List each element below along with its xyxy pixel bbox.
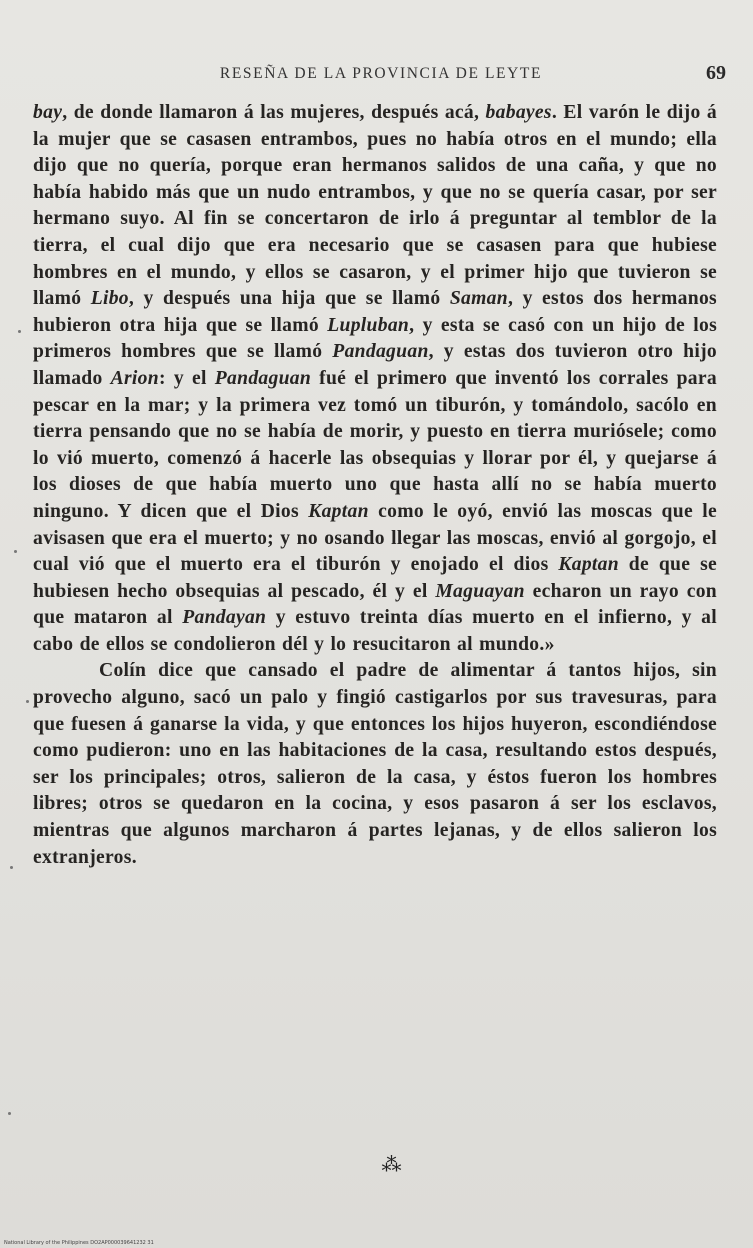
page-number: 69: [706, 62, 726, 84]
body-text: [33, 100, 717, 871]
italic-term: Lupluban: [327, 314, 410, 336]
print-speck: [26, 700, 29, 703]
italic-term: Pandaguan: [332, 341, 429, 363]
italic-term: Arion: [110, 367, 159, 389]
text-run: y estuvo treinta días muerto en el infierno, y al cabo de ellos se condolieron dél y lo resucitaron al mundo.»: [33, 607, 718, 655]
text-run: , y estas dos tuvieron otro hijo llamado: [33, 341, 717, 389]
text-run: echaron un rayo con que mataron al: [33, 580, 717, 629]
print-speck: [10, 866, 13, 869]
italic-term: Pandaguan: [214, 367, 312, 389]
running-header: [36, 62, 726, 90]
text-run: como le oyó, envió las moscas que le avisasen que era el muerto; y no osando llegar las moscas, envió al gorgojo, el cual vió que el muerto era el tiburón y enojado el dios: [33, 500, 717, 576]
ornament-asterism: ⁂: [381, 1152, 399, 1176]
italic-term: Saman: [449, 288, 508, 310]
italic-term: bay: [33, 102, 63, 123]
paragraph-2: Colín dice que cansado el padre de alimentar á tantos hijos, sin provecho alguno, sacó un palo y fingió castigarlos por sus travesuras, para que fuesen á ganarse la vida, y que entonces los hijos huyeron, escondiéndose como pudieron: uno en las habitaciones de la casa, resultando estos después, ser los principales; otros, salieron de la casa, y éstos fueron los hombres libres; otros se quedaron en la cocina, y esos pasaron á ser los esclavos, mientras que algunos marcharon á partes lejanas, y de ellos salieron los extranjeros.: [33, 660, 717, 868]
paragraph-1: [33, 100, 717, 658]
print-speck: [18, 330, 21, 333]
text-run: , y estos dos hermanos hubieron otra hija que se llamó: [33, 288, 717, 336]
italic-term: babayes: [485, 102, 552, 123]
italic-term: Kaptan: [308, 500, 369, 522]
text-run: . El varón le dijo á la mujer que se casasen entrambos, pues no había otros en el mundo; ella dijo que no quería, porque eran hermanos salidos de una caña, y que no había habido más que un nudo entrambos, y que no se quería casar, por ser hermano suyo. Al fin se concertaron de irlo á preguntar al temblor de la tierra, el cual dijo que era necesario que se casasen para que hubiese hombres en el mundo, y ellos se casaron, y el primer hijo que tuvieron se llamó: [33, 102, 717, 310]
text-run: , y después una hija que se llamó: [128, 288, 450, 310]
running-title: RESEÑA DE LA PROVINCIA DE LEYTE: [219, 65, 543, 82]
scan-credit: National Library of the Philippines DO2AP000039641232 31: [4, 1240, 154, 1246]
text-run: fué el primero que inventó los corrales para pescar en la mar; y la primera vez tomó un tiburón, y tomándolo, sacólo en tierra pensando que no se había de morir, y puesto en tierra muriósele; como lo vió muerto, comenzó á hacerle las obsequias y llorar por él, y quejarse á los dioses de que había muerto uno que hasta allí no se había muerto ninguno. Y dicen que el Dios: [33, 367, 717, 522]
italic-term: Libo: [90, 288, 129, 310]
text-run: , y esta se casó con un hijo de los primeros hombres que se llamó: [33, 314, 718, 363]
text-run: de que se hubiesen hecho obsequias al pescado, él y el: [33, 554, 718, 602]
italic-term: Pandayan: [182, 607, 267, 629]
print-speck: [14, 550, 17, 553]
italic-term: Kaptan: [558, 554, 619, 576]
text-run: : y el: [158, 367, 215, 389]
text-run: , de donde llamaron á las mujeres, después acá,: [62, 102, 486, 123]
print-speck: [8, 1112, 11, 1115]
italic-term: Maguayan: [435, 580, 525, 602]
